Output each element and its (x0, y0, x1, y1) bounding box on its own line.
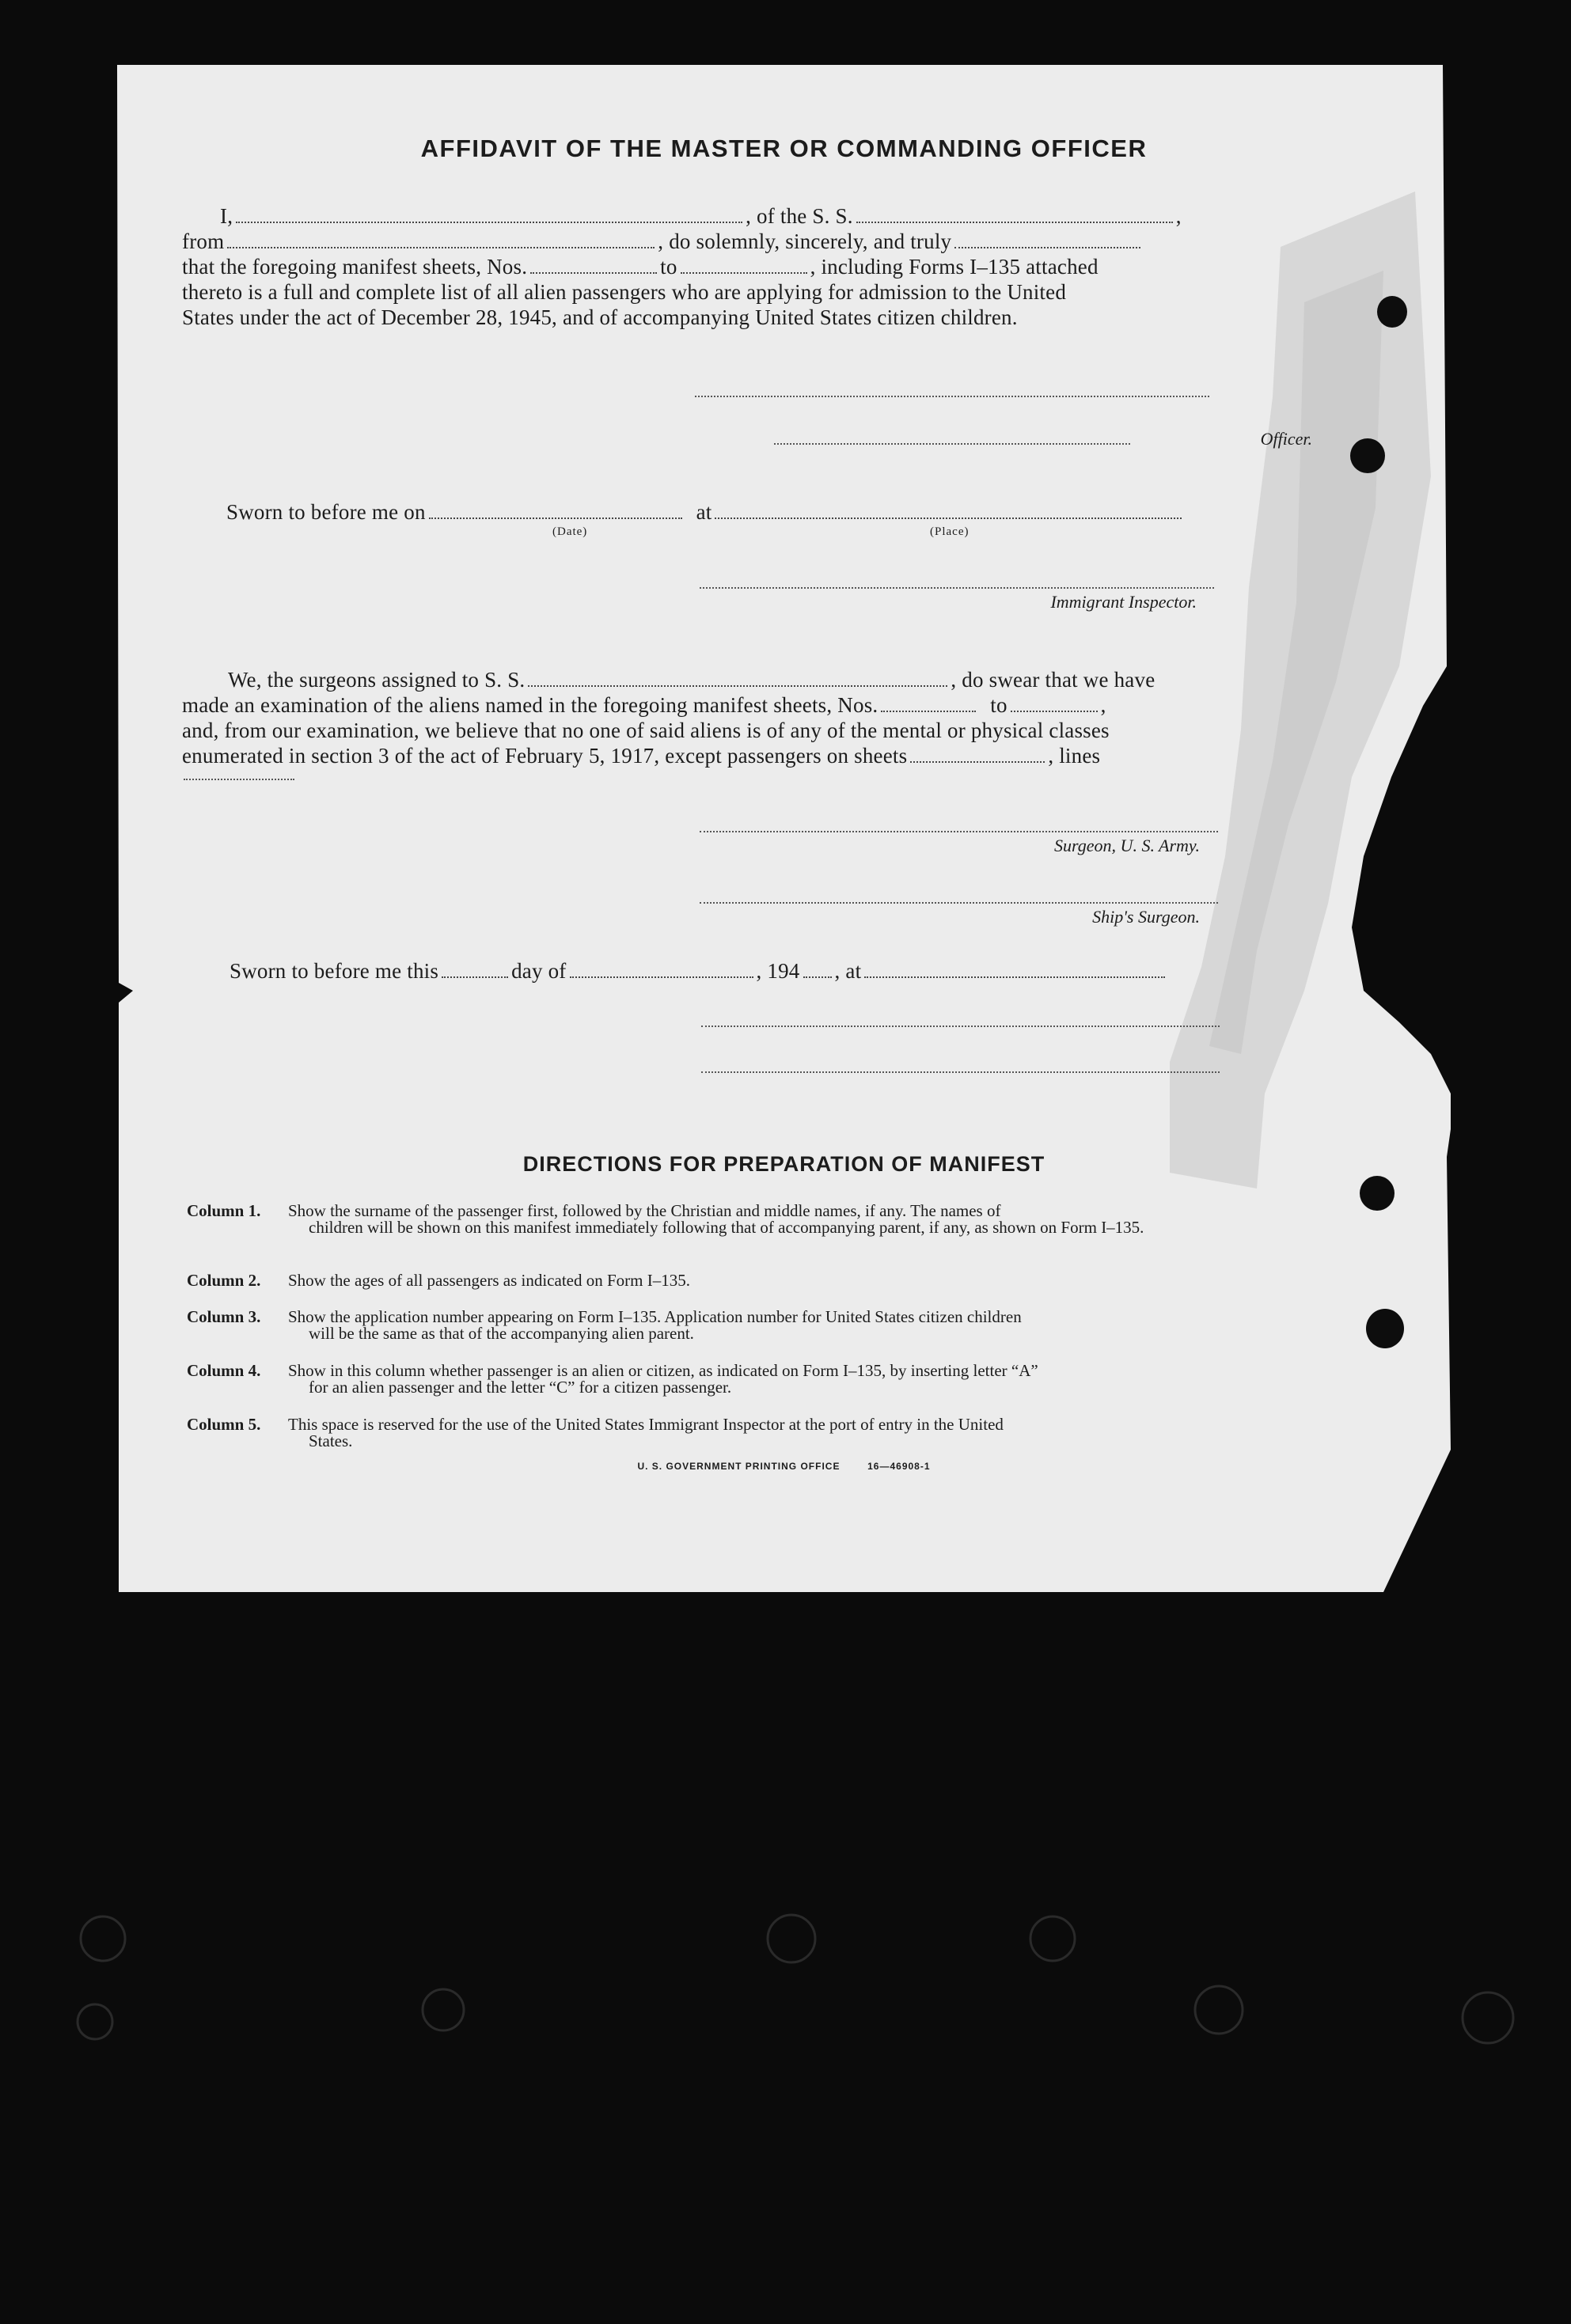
oath-field[interactable] (954, 231, 1140, 248)
affidavit-line-4: thereto is a full and complete list of all alien passengers who are applying for admission to the United (182, 280, 1067, 304)
direction-first-line: This space is reserved for the use of the United States Immigrant Inspector at the port of entry in the United (288, 1415, 1004, 1434)
text: We, the surgeons assigned to S. S. (228, 668, 526, 692)
affidavit-line-1 (220, 204, 1344, 229)
direction-label: Column 1. (187, 1201, 261, 1220)
sworn-year-field[interactable] (803, 961, 832, 978)
sworn-at-field[interactable] (864, 961, 1165, 978)
text: from (182, 229, 225, 253)
text: , lines (1048, 744, 1101, 768)
text: , including Forms I–135 attached (810, 255, 1099, 279)
direction-first-line: Show in this column whether passenger is an alien or citizen, as indicated on Form I–135, by inserting letter “A” (288, 1361, 1038, 1380)
text: that the foregoing manifest sheets, Nos. (182, 255, 528, 279)
text: Sworn to before me on (226, 500, 426, 524)
surgeons-line-4 (182, 744, 1369, 768)
direction-label: Column 4. (187, 1361, 261, 1380)
place-caption: (Place) (930, 525, 970, 538)
ship-surgeon-label: Ship's Surgeon. (1092, 907, 1200, 927)
inspector-signature-line[interactable] (700, 587, 1214, 589)
officer-label: Officer. (1260, 429, 1312, 449)
direction-column-5 (187, 1416, 1350, 1451)
manifest-back-page (117, 65, 1451, 1592)
army-surgeon-label: Surgeon, U. S. Army. (1054, 836, 1200, 855)
surgeons-line-3: and, from our examination, we believe that no one of said aliens is of any of the mental or physical classes (182, 718, 1110, 742)
exception-lines-field[interactable] (184, 779, 294, 780)
army-surgeon-signature-line[interactable] (700, 831, 1218, 832)
direction-continuation: States. (309, 1431, 353, 1450)
affidavit-line-5: States under the act of December 28, 1945, and of accompanying United States citizen children. (182, 305, 1018, 329)
direction-continuation: will be the same as that of the accompanying alien parent. (309, 1324, 694, 1343)
text: , do swear that we have (951, 668, 1155, 692)
direction-continuation: for an alien passenger and the letter “C” for a citizen passenger. (309, 1378, 732, 1397)
date-caption: (Date) (552, 525, 588, 538)
text: at (696, 500, 712, 524)
direction-text (288, 1272, 1349, 1289)
text: day of (511, 959, 567, 983)
from-port-field[interactable] (227, 231, 655, 248)
affidavit-line-2 (182, 229, 1338, 254)
sworn-place-field[interactable] (715, 502, 1182, 519)
master-signature-line[interactable] (695, 396, 1209, 397)
direction-continuation: children will be shown on this manifest immediately following that of accompanying parent, if any, as shown on Form I–135. (309, 1218, 1144, 1237)
surgeon-ship-field[interactable] (528, 669, 947, 687)
binder-hole (1377, 296, 1407, 328)
text: I, (220, 204, 233, 228)
binder-hole (1366, 1309, 1404, 1348)
surgeon-sheet-from-field[interactable] (881, 695, 976, 712)
text: , 194 (756, 959, 800, 983)
printing-office-footer: U. S. GOVERNMENT PRINTING OFFICE 16—46908-1 (637, 1461, 931, 1472)
direction-text (288, 1416, 1349, 1450)
sworn-line (226, 500, 1350, 525)
binder-hole (1360, 1176, 1395, 1211)
direction-label: Column 3. (187, 1307, 261, 1326)
direction-label: Column 2. (187, 1271, 261, 1290)
direction-first-line: Show the surname of the passenger first, followed by the Christian and middle names, if any. The names of (288, 1201, 1001, 1220)
text: , (1175, 204, 1182, 228)
affidavit-line-3 (182, 255, 1353, 279)
text: made an examination of the aliens named in the foregoing manifest sheets, Nos. (182, 693, 878, 717)
direction-label: Column 5. (187, 1415, 261, 1434)
direction-text (288, 1203, 1349, 1236)
surgeon-sheet-to-field[interactable] (1011, 695, 1098, 712)
text: enumerated in section 3 of the act of February 5, 1917, except passengers on sheets (182, 744, 908, 768)
sheet-to-field[interactable] (681, 256, 807, 274)
text: , of the S. S. (746, 204, 853, 228)
text: Sworn to before me this (230, 959, 439, 983)
ship-name-field[interactable] (856, 206, 1173, 223)
affidavit-title: AFFIDAVIT OF THE MASTER OR COMMANDING OFFICER (420, 135, 1148, 162)
text: , do solemnly, sincerely, and truly (658, 229, 952, 253)
direction-text (288, 1363, 1349, 1396)
direction-column-2 (187, 1272, 1350, 1291)
direction-text (288, 1309, 1349, 1342)
master-name-field[interactable] (236, 206, 742, 223)
direction-column-3 (187, 1309, 1350, 1344)
text: to (660, 255, 677, 279)
surgeons-line-1 (228, 668, 1352, 692)
officer-signature-line-1[interactable] (701, 1026, 1220, 1027)
text: , (1100, 693, 1106, 717)
direction-first-line: Show the application number appearing on Form I–135. Application number for United States citizen children (288, 1307, 1022, 1326)
direction-column-4 (187, 1363, 1350, 1397)
sworn-date-field[interactable] (429, 502, 682, 519)
sworn-month-field[interactable] (570, 961, 753, 978)
surgeons-sworn-line (230, 959, 1353, 984)
direction-first-line: Show the ages of all passengers as indicated on Form I–135. (288, 1271, 690, 1290)
direction-column-1 (187, 1203, 1350, 1250)
exception-sheets-field[interactable] (910, 745, 1045, 763)
text: to (990, 693, 1007, 717)
directions-title: DIRECTIONS FOR PREPARATION OF MANIFEST (522, 1152, 1045, 1176)
officer-signature-line-2[interactable] (701, 1071, 1220, 1073)
sworn-day-field[interactable] (442, 961, 508, 978)
inspector-label: Immigrant Inspector. (1050, 592, 1197, 612)
ship-surgeon-signature-line[interactable] (700, 902, 1218, 904)
surgeons-line-2 (182, 693, 1353, 718)
text: , at (834, 959, 862, 983)
sheet-from-field[interactable] (530, 256, 657, 274)
binder-hole (1350, 438, 1385, 473)
